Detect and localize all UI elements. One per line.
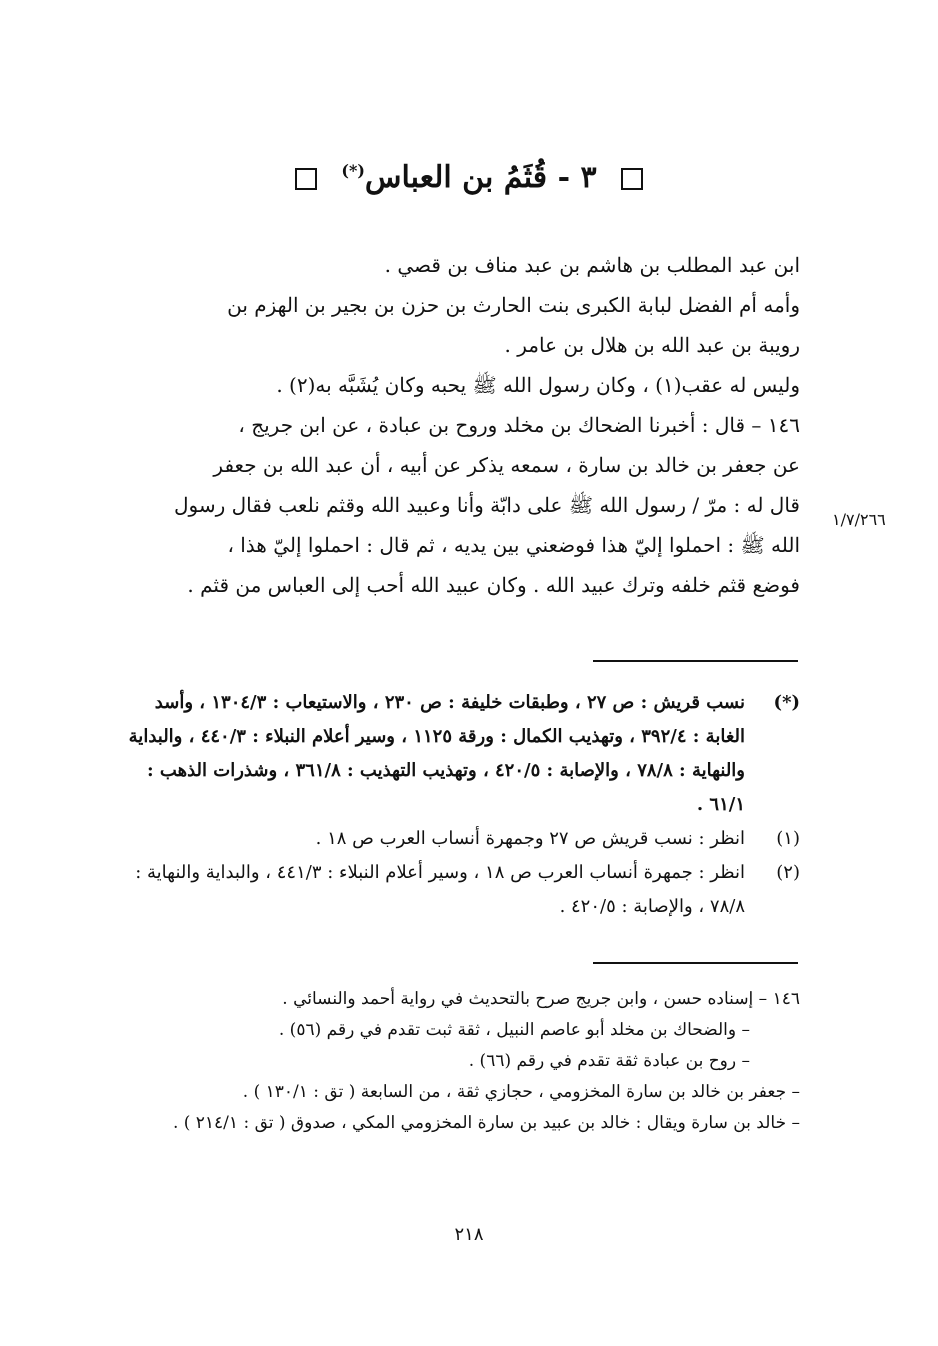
entry-title: قُثَمُ بن العباس <box>364 160 548 195</box>
commentary-first-line: ١٤٦ – إسناده حسن ، وابن جريج صرح بالتحديث في رواية أحمد والنسائي . <box>282 989 800 1009</box>
heading-dash: - <box>557 160 571 195</box>
footnote-text: نسب قريش : ص ٢٧ ، وطبقات خليفة : ص ٢٣٠ ، والاستيعاب : ١٣٠٤/٣ ، وأسد الغابة : ٣٩٢/٤ ، وتهذيب الكمال : ورقة ١١٢٥ ، وسير أعلام النبلاء : ٤٤٠/٣ ، والبداية والنهاية : ٧٨/٨ ، والإصابة : ٤٢٠/٥ ، وتهذيب التهذيب : ٣٦١/٨ ، وشذرات الذهب : ٦١/١ . <box>128 692 745 815</box>
footnote-item <box>125 822 800 856</box>
main-line: عن جعفر بن خالد بن سارة ، سمعه يذكر عن أبيه ، أن عبد الله بن جعفر <box>213 453 800 477</box>
footnote-divider <box>593 660 798 662</box>
footnote-number: (*) <box>773 692 800 713</box>
main-line: وليس له عقب(١) ، وكان رسول الله ﷺ يحبه وكان يُشَبَّه به(٢) . <box>276 373 800 397</box>
main-line: رويبة بن عبد الله بن هلال بن عامر . <box>504 333 800 357</box>
footnotes <box>125 686 800 924</box>
main-line: قال له : مرّ / رسول الله ﷺ على دابّة وأنا وعبيد الله وقثم نلعب فقال رسول <box>173 493 800 517</box>
main-line: ١٤٦ – قال : أخبرنا الضحاك بن مخلد وروح بن عبادة ، عن ابن جريج ، <box>238 413 800 437</box>
footnote-text: انظر : جمهرة أنساب العرب ص ١٨ ، وسير أعلام النبلاء : ٤٤١/٣ ، والبداية والنهاية : ٧٨/٨ ، والإصابة : ٤٢٠/٥ . <box>135 862 745 917</box>
commentary-divider <box>593 962 798 964</box>
main-line: فوضع قثم خلفه وترك عبيد الله . وكان عبيد الله أحب إلى العباس من قثم . <box>187 573 800 597</box>
entry-heading <box>0 160 938 195</box>
heading-box-left <box>295 168 317 190</box>
commentary-item: – والضحاك بن مخلد أبو عاصم النبيل ، ثقة ثبت تقدم في رقم (٥٦) . <box>278 1020 750 1040</box>
main-line: ابن عبد المطلب بن هاشم بن عبد مناف بن قصي . <box>384 253 800 277</box>
entry-number: ٣ <box>580 160 597 195</box>
commentary-item: – خالد بن سارة ويقال : خالد بن عبيد بن سارة المخزومي المكي ، صدوق ( تق : ٢١٤/١ ) . <box>172 1113 800 1133</box>
footnote-text: انظر : نسب قريش ص ٢٧ وجمهرة أنساب العرب ص ١٨ . <box>315 828 745 849</box>
page-number: ٢١٨ <box>454 1224 484 1245</box>
footnote-number: (٢) <box>776 862 800 883</box>
main-line: وأمه أم الفضل لبابة الكبرى بنت الحارث بن حزن بن بجير بن الهزم بن <box>227 293 800 317</box>
heading-box-right <box>621 168 643 190</box>
commentary-item: – جعفر بن خالد بن سارة المخزومي ، حجازي ثقة ، من السابعة ( تق : ١٣٠/١ ) . <box>242 1082 800 1102</box>
main-line: الله ﷺ : احملوا إليّ هذا فوضعني بين يديه ، ثم قال : احملوا إليّ هذا ، <box>227 533 800 557</box>
footnote-item <box>125 686 800 822</box>
commentary-item: – روح بن عبادة ثقة تقدم في رقم (٦٦) . <box>468 1051 750 1071</box>
footnote-number: (١) <box>776 828 800 849</box>
heading-marker: (*) <box>341 161 365 180</box>
margin-reference: ١/٧/٢٦٦ <box>832 510 886 529</box>
main-text <box>125 245 800 605</box>
footnote-item <box>125 856 800 924</box>
commentary <box>125 984 800 1139</box>
